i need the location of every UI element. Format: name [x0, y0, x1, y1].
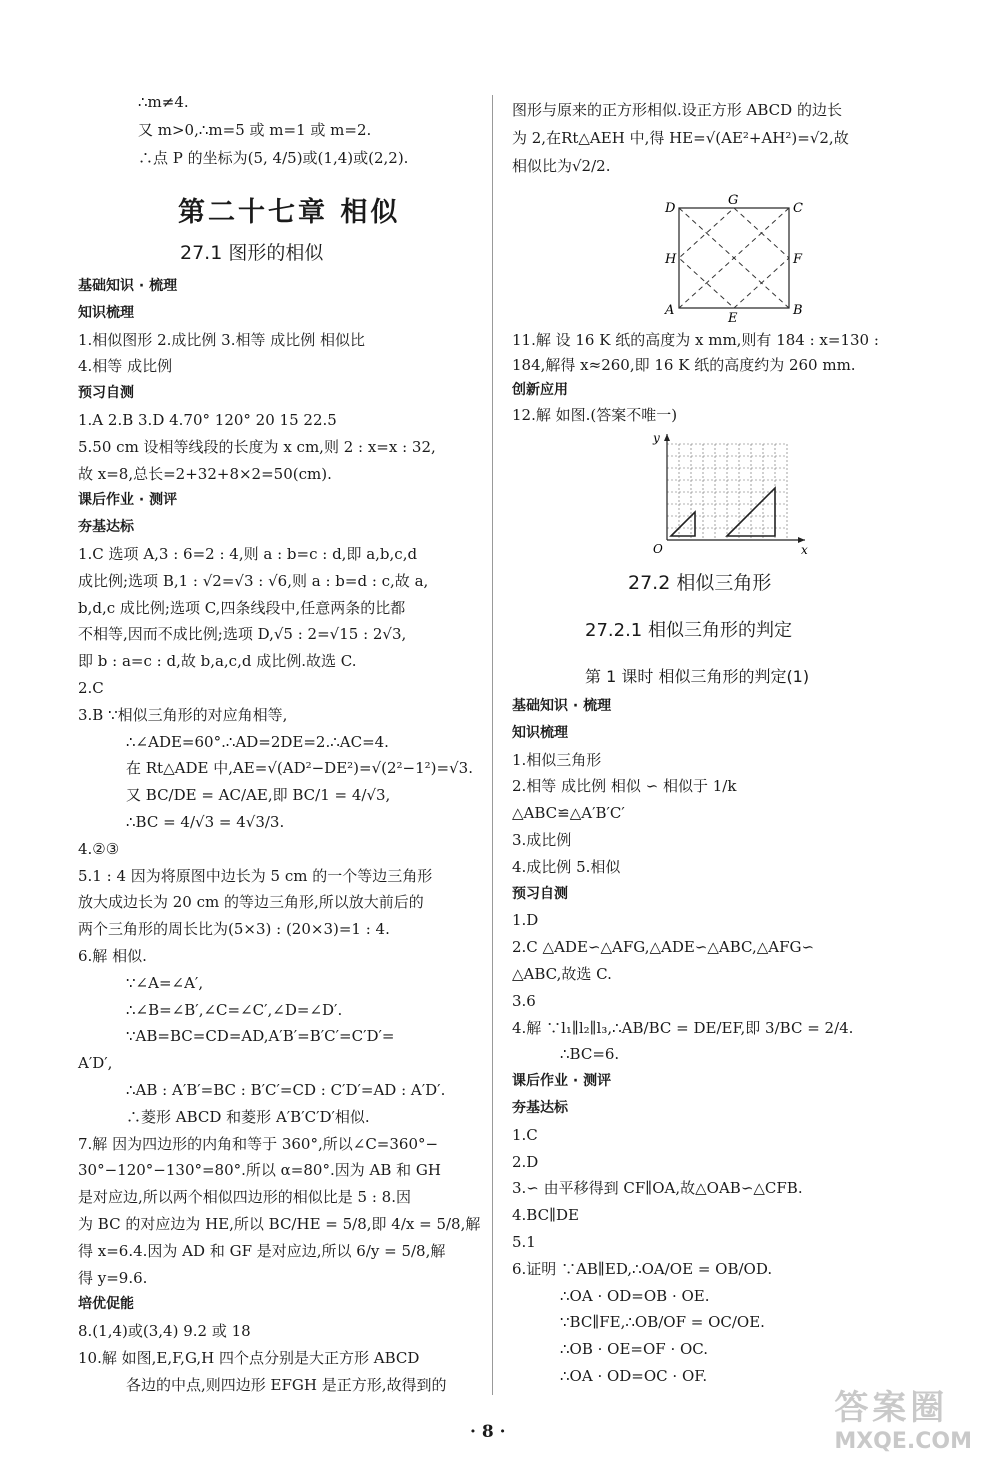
- section-heading: 课后作业 · 测评: [78, 492, 178, 509]
- text-line: 为 BC 的对应边为 HE,所以 BC/HE = 5/8,即 4/x = 5/8,解: [78, 1215, 481, 1233]
- label-E: E: [728, 311, 738, 325]
- text-line: 1.D: [512, 911, 539, 930]
- chapter-title: 第二十七章 相似: [178, 197, 401, 228]
- text-line: ∴AB : A′B′=BC : B′C′=CD : C′D′=AD : A′D′.: [126, 1081, 446, 1099]
- text-line: ∴OA · OD=OC · OF.: [560, 1367, 708, 1385]
- text-line: 在 Rt△ADE 中,AE=√(AD²−DE²)=√(2²−1²)=√3.: [126, 759, 473, 778]
- text-line: △ABC≌△A′B′C′: [512, 804, 625, 823]
- grid-lines: [667, 444, 787, 540]
- text-line: 3.B ∵相似三角形的对应角相等,: [78, 705, 288, 724]
- text-line: b,d,c 成比例;选项 C,四条线段中,任意两条的比都: [78, 598, 406, 617]
- lesson-title: 第 1 课时 相似三角形的判定(1): [585, 667, 810, 686]
- text-line: 5.1 : 4 因为将原图中边长为 5 cm 的一个等边三角形: [78, 866, 433, 885]
- label-H: H: [665, 252, 677, 267]
- label-A: A: [665, 303, 675, 318]
- text-line: 放大成边长为 20 cm 的等边三角形,所以放大前后的: [78, 893, 424, 912]
- text-line: 11.解 设 16 K 纸的高度为 x mm,则有 184 : x=130 :: [512, 331, 879, 349]
- text-line: 3.成比例: [512, 831, 572, 849]
- text-line: 各边的中点,则四边形 EFGH 是正方形,故得到的: [126, 1375, 447, 1394]
- text-line: 两个三角形的周长比为(5×3) : (20×3)=1 : 4.: [78, 920, 390, 939]
- text-line: 4.BC∥DE: [512, 1206, 579, 1225]
- text-line: 相似比为√2/2.: [512, 157, 611, 175]
- text-line: 2.相等 成比例 相似 ∽ 相似于 1/k: [512, 777, 737, 796]
- label-C: C: [793, 201, 803, 216]
- section-title-27-2: 27.2 相似三角形: [628, 572, 772, 594]
- text-line: 6.解 相似.: [78, 947, 147, 965]
- subsection-title: 27.2.1 相似三角形的判定: [585, 620, 792, 641]
- text-line: ∵BC∥FE,∴OB/OF = OC/OE.: [560, 1313, 765, 1332]
- text-line: 成比例;选项 B,1 : √2=√3 : √6,则 a : b=d : c,故 a,: [78, 571, 429, 590]
- section-heading: 基础知识 · 梳理: [512, 698, 612, 714]
- text-line: 又 BC/DE = AC/AE,即 BC/1 = 4/√3,: [126, 786, 391, 805]
- axis-label-o: O: [653, 542, 663, 556]
- text-line: ∵∠A=∠A′,: [126, 973, 204, 992]
- text-line: 4.相等 成比例: [78, 357, 173, 376]
- text-line: 3.∽ 由平移得到 CF∥OA,故△OAB∽△CFB.: [512, 1179, 803, 1198]
- page-number: · 8 ·: [470, 1422, 506, 1442]
- section-heading: 知识梳理: [512, 724, 568, 741]
- text-line: 2.D: [512, 1152, 539, 1171]
- small-triangle: [671, 512, 695, 536]
- section-title-27-1: 27.1 图形的相似: [180, 242, 324, 264]
- text-line: ∴点 P 的坐标为(5, 4/5)或(1,4)或(2,2).: [138, 149, 409, 167]
- watermark: 答案圈 MXQE.COM: [834, 1388, 972, 1454]
- axis-label-x: x: [801, 543, 808, 557]
- grid-figure: [645, 430, 815, 560]
- text-line: 4.成比例 5.相似: [512, 857, 621, 876]
- text-line: 4.解 ∵l₁∥l₂∥l₃,∴AB/BC = DE/EF,即 3/BC = 2/4.: [512, 1018, 854, 1037]
- text-line: 10.解 如图,E,F,G,H 四个点分别是大正方形 ABCD: [78, 1349, 420, 1367]
- section-heading: 基础知识 · 梳理: [78, 278, 178, 294]
- column-divider: [492, 95, 493, 1395]
- label-D: D: [665, 201, 676, 216]
- text-line: 1.相似图形 2.成比例 3.相等 成比例 相似比: [78, 330, 366, 349]
- text-line: 30°−120°−130°=80°.所以 α=80°.因为 AB 和 GH: [78, 1161, 441, 1180]
- section-heading: 知识梳理: [78, 304, 134, 321]
- text-line: 故 x=8,总长=2+32+8×2=50(cm).: [78, 464, 332, 483]
- text-line: 184,解得 x≈260,即 16 K 纸的高度约为 260 mm.: [512, 356, 856, 374]
- text-line: 是对应边,所以两个相似四边形的相似比是 5 : 8.因: [78, 1188, 411, 1207]
- text-line: 1.相似三角形: [512, 750, 602, 769]
- section-heading: 培优促能: [78, 1296, 134, 1313]
- section-heading: 预习自测: [512, 885, 568, 902]
- axis-label-y: y: [653, 431, 660, 445]
- text-line: 2.C: [78, 679, 104, 697]
- text-line: 2.C △ADE∽△AFG,△ADE∽△ABC,△AFG∽: [512, 938, 815, 957]
- square-figure: [655, 190, 805, 325]
- text-line: 5.1: [512, 1233, 536, 1251]
- text-line: ∴BC=6.: [560, 1045, 620, 1064]
- text-line: △ABC,故选 C.: [512, 965, 612, 983]
- text-line: 图形与原来的正方形相似.设正方形 ABCD 的边长: [512, 101, 842, 119]
- text-line: ∴BC = 4/√3 = 4√3/3.: [126, 813, 285, 831]
- section-heading: 创新应用: [512, 382, 568, 398]
- text-line: 5.50 cm 设相等线段的长度为 x cm,则 2 : x=x : 32,: [78, 437, 436, 456]
- label-G: G: [728, 193, 739, 208]
- section-heading: 课后作业 · 测评: [512, 1073, 612, 1090]
- text-line: 1.C 选项 A,3 : 6=2 : 4,则 a : b=c : d,即 a,b,c,d: [78, 545, 418, 563]
- text-line: 6.证明 ∵AB∥ED,∴OA/OE = OB/OD.: [512, 1259, 773, 1278]
- section-heading: 夯基达标: [512, 1100, 568, 1116]
- text-line: 不相等,因而不成比例;选项 D,√5 : 2=√15 : 2√3,: [78, 625, 407, 644]
- text-line: ∴m≠4.: [138, 93, 189, 111]
- text-line: 1.C: [512, 1125, 538, 1144]
- text-line: 得 x=6.4.因为 AD 和 GF 是对应边,所以 6/y = 5/8,解: [78, 1241, 446, 1260]
- section-heading: 夯基达标: [78, 519, 134, 536]
- text-line: 1.A 2.B 3.D 4.70° 120° 20 15 22.5: [78, 411, 337, 429]
- text-line: ∵AB=BC=CD=AD,A′B′=B′C′=C′D′=: [126, 1027, 395, 1046]
- text-line: 4.②③: [78, 839, 120, 858]
- text-line: ∴OB · OE=OF · OC.: [560, 1340, 709, 1359]
- text-line: 即 b : a=c : d,故 b,a,c,d 成比例.故选 C.: [78, 652, 357, 671]
- text-line: ∴菱形 ABCD 和菱形 A′B′C′D′相似.: [126, 1107, 370, 1126]
- text-line: 3.6: [512, 991, 536, 1010]
- text-line: 12.解 如图.(答案不唯一): [512, 406, 678, 424]
- text-line: 7.解 因为四边形的内角和等于 360°,所以∠C=360°−: [78, 1134, 439, 1153]
- text-line: 8.(1,4)或(3,4) 9.2 或 18: [78, 1322, 251, 1341]
- text-line: 又 m>0,∴m=5 或 m=1 或 m=2.: [138, 121, 372, 139]
- label-B: B: [793, 303, 803, 318]
- text-line: ∴∠B=∠B′,∠C=∠C′,∠D=∠D′.: [126, 1000, 343, 1019]
- text-line: ∴∠ADE=60°.∴AD=2DE=2.∴AC=4.: [126, 732, 389, 751]
- section-heading: 预习自测: [78, 385, 134, 402]
- y-axis-arrow-icon: [664, 434, 670, 441]
- text-line: ∴OA · OD=OB · OE.: [560, 1286, 710, 1305]
- text-line: 得 y=9.6.: [78, 1268, 148, 1287]
- text-line: A′D′,: [78, 1054, 113, 1073]
- label-F: F: [793, 252, 803, 267]
- text-line: 为 2,在Rt△AEH 中,得 HE=√(AE²+AH²)=√2,故: [512, 129, 849, 147]
